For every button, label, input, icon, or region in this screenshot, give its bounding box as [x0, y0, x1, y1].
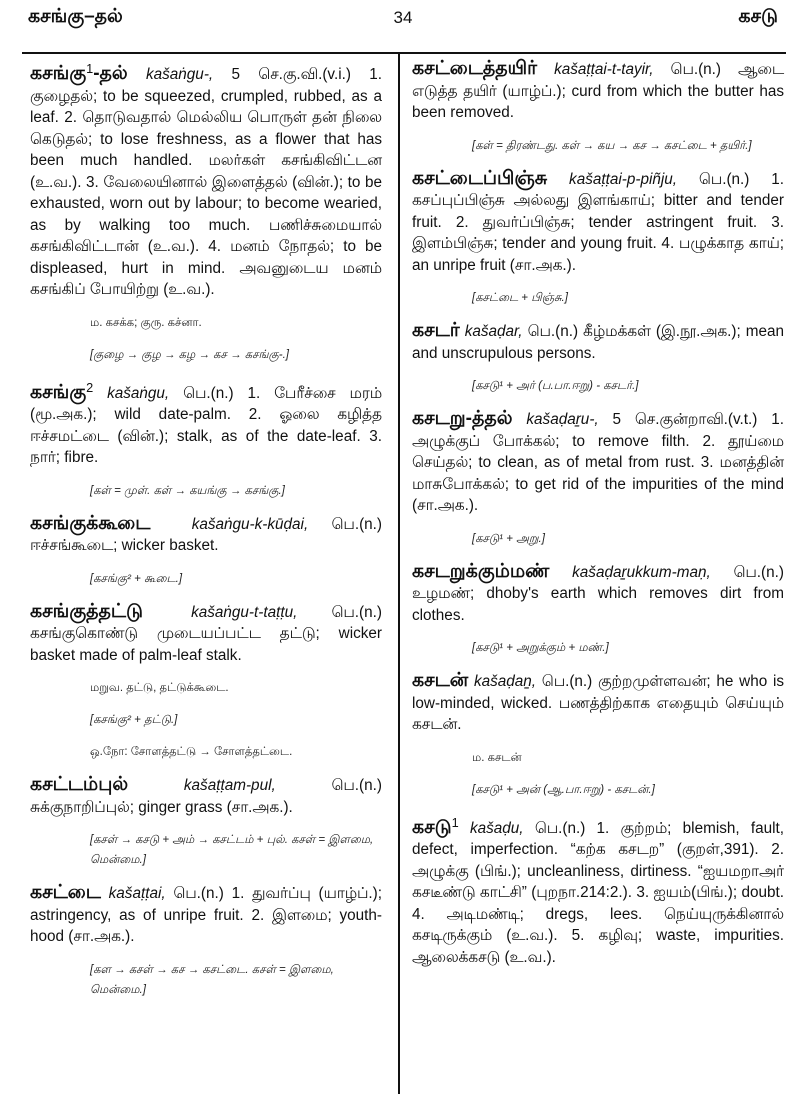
entry-headword: கசங்கு — [30, 381, 87, 403]
transliteration: kašaṭṭam-pul, — [183, 777, 276, 795]
definition: 1. பேரீச்சை மரம் (மூ.அக.); wild date-palm. 2. ஓலை கழித்த ஈச்சமட்டை (வின்.); stalk, as of the date-leaf. 3. நார்; fibre. — [30, 384, 383, 467]
transliteration: kašaṭṭai-p-piñju, — [569, 170, 678, 188]
grammar-label: பெ.(n.) — [331, 603, 382, 621]
dictionary-entry — [412, 168, 784, 309]
header-right-guide-word: கசடு — [738, 6, 778, 27]
entry-text — [412, 670, 784, 736]
entry-text — [412, 812, 784, 969]
entry-headword: கசங்குத்தட்டு — [30, 600, 143, 622]
entry-text — [412, 320, 784, 364]
entry-headword: கசட்டம்புல் — [30, 774, 129, 796]
definition: 1. துவர்ப்பு (யாழ்ப்.); astringency, as of unripe fruit. 2. இளமை; youth-hood (சா.அக.). — [30, 885, 383, 946]
etymology-line: [கள → கசள் → கச → கசட்டை. கசள் = இளமை, மென்மை.] — [90, 963, 334, 996]
header-rule — [22, 52, 786, 54]
etymology-line: [கசடு¹ + அர் (ப.பா.ஈறு) - கசடர்.] — [472, 380, 639, 392]
etymology-line: [கசள் → கசடு + அம் → கசட்டம் + புல். கசள் = இளமை, மென்மை.] — [90, 834, 374, 867]
definition: ஈச்சங்கூடை; wicker basket. — [30, 537, 219, 555]
dictionary-entry — [412, 561, 784, 659]
transliteration: kašaṭṭai, — [108, 885, 166, 903]
dictionary-entry — [30, 882, 382, 1000]
entry-text — [30, 377, 382, 469]
transliteration: kašaḍar, — [464, 323, 523, 340]
entry-headword: கசடர் — [412, 320, 460, 341]
transliteration: kašaḍaṟu-, — [526, 411, 599, 428]
grammar-label: 5 செ.கு.வி.(v.i.) — [231, 66, 351, 84]
definition: 1. குற்றம்; blemish, fault, defect, imperfection. “கற்க கசடற” (குறள்,391). 2. அழுக்கு (பிங்.); uncleanliness, dirtiness. “ஐயமறாஅர் கசடீண்டு காட்சி” (புறநா.214:2.). 3. ஐயம்(பிங்.); doubt. 4. அடிமண்டி; dregs, lees. நெய்யுருக்கினால் கசடிருக்கும் (உ.வ.). 5. கழிவு; waste, impurities. ஆலைக்கசடு (உ.வ.). — [412, 819, 785, 966]
entry-text — [30, 601, 382, 667]
page-header — [28, 6, 778, 50]
definition: கீழ்மக்கள் (இ.நூ.அக.); mean and unscrupulous persons. — [412, 323, 784, 362]
dictionary-entry — [30, 601, 382, 763]
grammar-label: பெ.(n.) — [331, 777, 382, 795]
transliteration: kašaḍaṟukkum-maṇ, — [572, 563, 711, 581]
homonym-number: 1 — [451, 814, 459, 830]
entry-headword: கசடன் — [412, 670, 469, 691]
entry-headword: கசடு — [412, 816, 452, 838]
homonym-number: 1 — [86, 61, 94, 76]
etymology-line: [கள் = திரண்டது. கள் → கய → கச → கசட்டை + தயிர்.] — [472, 139, 752, 152]
transliteration: kašaḍu, — [469, 819, 524, 837]
header-left-guide-word: கசங்கு–தல் — [28, 6, 123, 27]
definition: ஆடை எடுத்த தயிர் (யாழ்ப்.); curd from which the butter has been removed. — [412, 61, 785, 121]
etymology-line: [கசடு¹ + அறு.] — [472, 532, 545, 545]
grammar-label: பெ.(n.) — [534, 819, 586, 837]
headword-suffix: -தல் — [93, 63, 128, 85]
etymology-line: [குழை → குழ → கழ → கச → கசங்கு-.] — [90, 348, 289, 361]
page-number: 34 — [393, 8, 413, 27]
transliteration: kašaṅgu, — [107, 384, 170, 402]
definition: சுக்குநாறிப்புல்; ginger grass (சா.அக.). — [30, 798, 293, 816]
entry-text — [412, 408, 784, 517]
entry-headword: கசங்குக்கூடை — [30, 512, 151, 534]
entry-text — [412, 561, 784, 627]
definition: உழமண்; dhoby's earth which removes dirt from clothes. — [412, 585, 784, 624]
right-column — [412, 58, 784, 974]
transliteration: kašaṅgu-k-kūḍai, — [191, 515, 309, 533]
dictionary-entry — [412, 670, 784, 800]
definition: கசங்குகொண்டு முடையப்பட்ட தட்டு; wicker basket made of palm-leaf stalk. — [30, 625, 382, 664]
entry-text — [412, 58, 784, 124]
left-column — [30, 58, 382, 1012]
entry-text — [30, 882, 382, 948]
entry-headword: கசட்டைப்பிஞ்சு — [412, 167, 548, 189]
etymology-line: [கசட்டை + பிஞ்சு.] — [472, 292, 568, 304]
entry-headword: கசட்டைத்தயிர் — [412, 58, 538, 79]
dictionary-entry — [30, 774, 382, 870]
dictionary-entry — [412, 58, 784, 156]
grammar-label: பெ.(n.) — [527, 323, 579, 340]
entry-headword: கசங்கு — [30, 63, 87, 85]
column-divider — [398, 54, 400, 1094]
entry-text — [412, 168, 784, 277]
definition: 1. அழுக்குப் போக்கல்; to remove filth. 2. தூய்மை செய்தல்; to clean, as of metal from rust. 3. மனத்தின் மாசுபோக்கல்; to get rid of the impurities of the mind (சா.அக.). — [412, 411, 784, 514]
entry-headword: கசட்டை — [30, 882, 101, 904]
entry-text — [30, 774, 382, 818]
definition: 1. கசப்புப்பிஞ்சு அல்லது இளங்காய்; bitter and tender fruit. 2. துவர்ப்பிஞ்சு; tender astringent fruit. 3. இளம்பிஞ்சு; tender and young fruit. 4. பழுக்காத காய்; an unripe fruit (சா.அக.). — [412, 170, 785, 274]
definition: 1. குழைதல்; to be squeezed, crumpled, rubbed, as a leaf. 2. தொடுவதால் மெல்லிய பொருள் தன் நிலை கெடுதல்; to lose freshness, as a flower that has been much handled. மலர்கள் கசங்கிவிட்டன (உ.வ.). 3. வேலையினால் இளைத்தல் (வின்.); to be exhausted, worn out by labour; to become wearied, as by walking too much. பணிச்சுமையால் கசங்கிவிட்டான் (உ.வ.). 4. மனம் நோதல்; to be displeased, hurt in mind. அவனுடைய மனம் கசங்கிப் போயிற்று (உ.வ.). — [30, 66, 383, 299]
entry-text — [30, 58, 382, 301]
transliteration: kašaṅgu-, — [145, 66, 214, 84]
grammar-label: பெ.(n.) — [733, 563, 784, 581]
transliteration: kašaḍaṉ, — [473, 673, 537, 690]
dictionary-entry — [412, 320, 784, 396]
dictionary-entry — [412, 408, 784, 549]
grammar-label: 5 செ.குன்றாவி.(v.t.) — [612, 411, 758, 428]
grammar-label: பெ.(n.) — [670, 61, 722, 78]
dictionary-entry — [30, 58, 382, 365]
etymology-line: மறுவ. தட்டு, தட்டுக்கூடை. — [90, 682, 229, 695]
entry-headword: கசடறுக்கும்மண் — [412, 560, 550, 582]
grammar-label: பெ.(n.) — [183, 384, 234, 402]
grammar-label: பெ.(n.) — [698, 170, 750, 188]
transliteration: kašaṭṭai-t-tayir, — [554, 61, 654, 78]
definition: குற்றமுள்ளவன்; he who is low-minded, wicked. பணத்திற்காக எதையும் செய்யும் கசடன். — [412, 673, 784, 733]
etymology-line: [கசங்கு² + தட்டு.] — [90, 714, 178, 727]
grammar-label: பெ.(n.) — [331, 515, 383, 533]
etymology-line: ஒ.நோ: சோளத்தட்டு → சோளத்தட்டை. — [90, 746, 293, 759]
grammar-label: பெ.(n.) — [541, 673, 593, 690]
transliteration: kašaṅgu-t-taṭṭu, — [191, 603, 298, 621]
etymology-line: ம. கசடன் — [472, 751, 522, 764]
entry-text — [30, 513, 382, 557]
dictionary-entry — [412, 812, 784, 969]
etymology-line: [கசடு¹ + அன் (ஆ.பா.ஈறு) - கசடன்.] — [472, 783, 655, 796]
dictionary-entry — [30, 377, 382, 501]
dictionary-entry — [30, 513, 382, 589]
entry-headword: கசடறு-த்தல் — [412, 408, 513, 429]
homonym-number: 2 — [86, 379, 94, 395]
etymology-line: ம. கசக்க; குரு. கச்னா. — [90, 316, 202, 329]
grammar-label: பெ.(n.) — [173, 885, 224, 903]
etymology-line: [கள் = முள். கள் → கயங்கு → கசங்கு.] — [90, 484, 285, 497]
etymology-line: [கசடு¹ + அறுக்கும் + மண்.] — [472, 642, 609, 654]
etymology-line: [கசங்கு² + கூடை.] — [90, 572, 183, 585]
